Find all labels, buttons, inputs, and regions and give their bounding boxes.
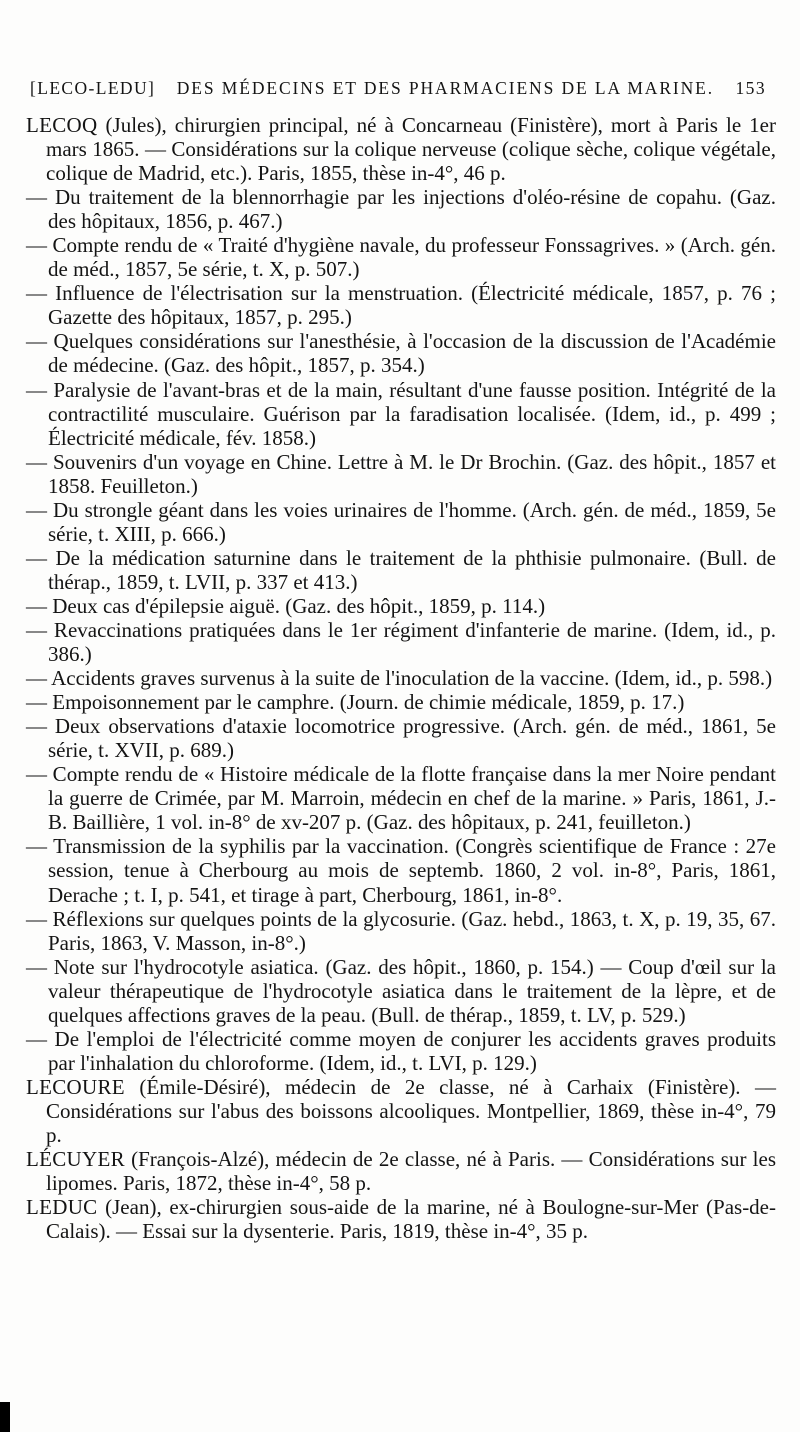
entry-text: — Paralysie de l'avant-bras et de la main, résultant d'une fausse position. Intégrité de la contractilité musculaire. Guérison par la faradisation localisée. (Idem, id., p. 499 ; Électricité médicale, fév. 1858.) xyxy=(26,377,776,450)
author-name: LECOURE xyxy=(26,1074,125,1099)
bibliography-entry xyxy=(26,450,776,498)
bibliography-entry xyxy=(26,594,776,618)
entry-text: — Du traitement de la blennorrhagie par les injections d'oléo-résine de copahu. (Gaz. des hôpitaux, 1856, p. 467.) xyxy=(26,185,776,234)
entry-text: — Note sur l'hydrocotyle asiatica. (Gaz. des hôpit., 1860, p. 154.) — Coup d'œil sur la valeur thérapeutique de l'hydrocotyle asiatica dans le traitement de la lèpre, et de quelques affections graves de la peau. (Bull. de thérap., 1859, t. LV, p. 529.) xyxy=(26,954,776,1027)
entry-text: (Jean), ex-chirurgien sous-aide de la marine, né à Boulogne-sur-Mer (Pas-de-Calais). — Essai sur la dysenterie. Paris, 1819, thèse in-4°, 35 p. xyxy=(46,1195,776,1244)
bibliography-entry xyxy=(26,378,776,450)
bibliography-entry xyxy=(26,834,776,906)
entry-text: — Du strongle géant dans les voies urinaires de l'homme. (Arch. gén. de méd., 1859, 5e série, t. XIII, p. 666.) xyxy=(26,497,776,546)
header-bracket-label: [LECO-LEDU] xyxy=(30,78,156,98)
entry-text: — Revaccinations pratiquées dans le 1er régiment d'infanterie de marine. (Idem, id., p. 386.) xyxy=(26,617,776,667)
page-edge-shadow xyxy=(0,1402,10,1432)
bibliography-entry xyxy=(26,907,776,955)
author-name: LÉCUYER xyxy=(26,1147,125,1172)
entry-text: — Réflexions sur quelques points de la glycosurie. (Gaz. hebd., 1863, t. X, p. 19, 35, 67. Paris, 1863, V. Masson, in-8°.) xyxy=(26,906,776,955)
bibliography-entry xyxy=(26,955,776,1027)
bibliography-entry xyxy=(26,666,776,690)
author-name: LECOQ xyxy=(26,113,98,137)
page-header xyxy=(30,78,766,99)
bibliography-entry xyxy=(26,498,776,546)
entry-text: — Accidents graves survenus à la suite de l'inoculation de la vaccine. (Idem, id., p. 598.) xyxy=(26,666,773,691)
bibliography-body xyxy=(26,113,776,1243)
bibliography-entry xyxy=(26,762,776,834)
bibliography-entry xyxy=(26,233,776,281)
entry-text: (Jules), chirurgien principal, né à Concarneau (Finistère), mort à Paris le 1er mars 1865. — Considérations sur la colique nerveuse (colique sèche, colique végétale, colique de Madrid, etc.). Paris, 1855, thèse in-4°, 46 p. xyxy=(46,113,776,186)
entry-text: (François-Alzé), médecin de 2e classe, né à Paris. — Considérations sur les lipomes. Paris, 1872, thèse in-4°, 58 p. xyxy=(46,1147,776,1196)
entry-text: — Quelques considérations sur l'anesthésie, à l'occasion de la discussion de l'Académie de médecine. (Gaz. des hôpit., 1857, p. 354.) xyxy=(26,329,776,378)
bibliography-entry xyxy=(26,281,776,329)
entry-text: — Compte rendu de « Traité d'hygiène navale, du professeur Fonssagrives. » (Arch. gén. de méd., 1857, 5e série, t. X, p. 507.) xyxy=(26,233,776,282)
bibliography-entry xyxy=(26,1147,776,1195)
entry-text: — Influence de l'électrisation sur la menstruation. (Électricité médicale, 1857, p. 76 ; Gazette des hôpitaux, 1857, p. 295.) xyxy=(26,281,776,330)
entry-text: — De la médication saturnine dans le traitement de la phthisie pulmonaire. (Bull. de thérap., 1859, t. LVII, p. 337 et 413.) xyxy=(26,545,776,594)
entry-text: — De l'emploi de l'électricité comme moyen de conjurer les accidents graves produits par l'inhalation du chloroforme. (Idem, id., t. LVI, p. 129.) xyxy=(26,1026,776,1075)
bibliography-entry xyxy=(26,618,776,666)
entry-text: — Empoisonnement par le camphre. (Journ. de chimie médicale, 1859, p. 17.) xyxy=(26,690,685,715)
entry-text: — Transmission de la syphilis par la vaccination. (Congrès scientifique de France : 27e session, tenue à Cherbourg au mois de septemb. 1860, 2 vol. in-8°, Paris, 1861, Derache ; t. I, p. 541, et tirage à part, Cherbourg, 1861, in-8°. xyxy=(26,834,776,907)
bibliography-entry xyxy=(26,546,776,594)
bibliography-entry xyxy=(26,185,776,233)
page-number: 153 xyxy=(735,78,766,98)
bibliography-entry xyxy=(26,1075,776,1147)
author-name: LEDUC xyxy=(26,1195,98,1220)
bibliography-entry xyxy=(26,329,776,377)
entry-text: (Émile-Désiré), médecin de 2e classe, né à Carhaix (Finistère). — Considérations sur l'abus des boissons alcooliques. Montpellier, 1869, thèse in-4°, 79 p. xyxy=(46,1074,776,1147)
bibliography-entry xyxy=(26,113,776,185)
bibliography-entry xyxy=(26,690,776,714)
entry-text: — Compte rendu de « Histoire médicale de la flotte française dans la mer Noire pendant la guerre de Crimée, par M. Marroin, médecin en chef de la marine. » Paris, 1861, J.-B. Baillière, 1 vol. in-8° de xv-207 p. (Gaz. des hôpitaux, p. 241, feuilleton.) xyxy=(26,762,776,835)
running-title: DES MÉDECINS ET DES PHARMACIENS DE LA MARINE. xyxy=(176,78,715,98)
bibliography-entry xyxy=(26,1027,776,1075)
entry-text: — Souvenirs d'un voyage en Chine. Lettre à M. le Dr Brochin. (Gaz. des hôpit., 1857 et 1858. Feuilleton.) xyxy=(26,449,776,498)
bibliography-entry xyxy=(26,714,776,762)
entry-text: — Deux cas d'épilepsie aiguë. (Gaz. des hôpit., 1859, p. 114.) xyxy=(26,593,546,618)
bibliography-entry xyxy=(26,1195,776,1243)
entry-text: — Deux observations d'ataxie locomotrice progressive. (Arch. gén. de méd., 1861, 5e série, t. XVII, p. 689.) xyxy=(26,714,776,763)
